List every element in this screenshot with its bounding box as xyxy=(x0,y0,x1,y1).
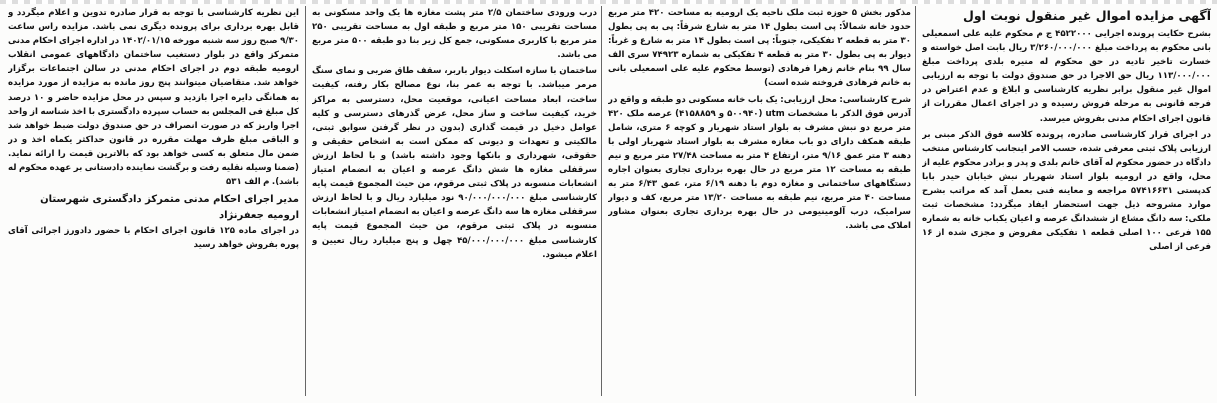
paragraph: مذکور بخش ۵ حوزه ثبت ملک ناحیه یک ارومیه به مساحت ۴۲۰ متر مربع حدود خانه شمالاً: پی است بطول ۱۴ متر به شارع شرقاً: پی به پی بطول ۳۰ متر به قطعه ۲ تفکیکی، جنوباً: پی است بطول ۱۴ متر به شارع و غرباً: دیوار به پی بطول ۳۰ متر به قطعه ۴ تفکیکی به شماره ۷۴۹۲۳ سری الف سال ۹۹ بنام خانم زهرا فرهادی (توسط محکوم علیه علی اسمعیلی بانی به خانم فرهادی فروخته شده است) xyxy=(608,8,911,89)
column-divider xyxy=(915,6,916,396)
column-2 xyxy=(608,6,911,398)
paragraph: این نظریه کارشناسی با توجه به قرار صادره تدوین و اعلام میگردد و قابل بهره برداری برای پرونده دیگری نمی باشد. مزایده راس ساعت ۹/۳۰ صبح روز سه شنبه مورخه ۱۴۰۲/۰۱/۱۵ در اداره اجرای احکام مدنی متمرکز واقع در بلوار دستغیب ساختمان دادگاههای عمومی انقلاب ارومیه طبقه دوم در اجرای احکام مدنی در سالن اجتماعات برگزار خواهد شد. متقاضیان میتوانند پنج روز مانده به مزایده از مورد مزایده به همانگی دایره اجرا بازدید و سپس در محل مزایده حاضر و ۱۰ درصد کل مبلغ فی المجلس به حساب سپرده دادگستری با اخذ شناسه از واحد اجرا واریز که در صورت انصراف در حق صندوق دولت ضبط خواهد شد و الباقی مبلغ ظرف مهلت مقرره در قانون حداکثر یکماه اخذ و در ضمن مال متعلق به کسی خواهد بود که بالاترین قیمت را ارائه نماید. (ضمنا وسیله نقلیه رفت و برگشت نماینده دادستانی بر عهده محکوم له باشد). م الف ۵۳۱ xyxy=(8,8,299,188)
column-3 xyxy=(312,6,597,398)
paragraph: در اجرای ماده ۱۲۵ قانون اجرای احکام با حضور دادورز اجرائی آقای پوره بفروش خواهد رسید xyxy=(8,226,299,251)
paragraph: درب ورودی ساختمان ۲/۵ متر پشت مغازه ها یک واحد مسکونی به مساحت تقریبی ۱۵۰ متر مربع و طبقه اول به مساحت تقریبی ۲۵۰ متر مربع با کاربری مسکونی، جمع کل زیر بنا دو طبقه ۵۰۰ متر مربع می باشد. xyxy=(312,8,597,61)
notice-title: آگهی مزایده اموال غیر منقول نوبت اول xyxy=(963,8,1211,23)
paragraph: ساختمان با سازه اسکلت دیوار باربر، سقف طاق ضربی و نمای سنگ مرمر میباشد. با توجه به عمر بنا، نوع مصالح بکار رفته، کیفیت ساخت، ابعاد مساحت اعیانی، موقعیت محل، دسترسی به مراکز خرید، کیفیت ساخت و ساز محل، عرض گذرهای دسترسی و کلیه عوامل دخیل در قیمت گذاری (بدون در نظر گرفتن سوابق ثبتی، مالکیتی و تعهدات و دیونی که ممکن است به اشخاص حقیقی و حقوقی، شهرداری و بانکها وجود داشته باشد) و با لحاظ ارزش سرقفلی مغازه ها شش دانگ عرصه و اعیان به انضمام امتیاز انشعابات منسوبه در پلاک ثبتی مرقوم، من حیث المجموع قیمت پایه کارشناسی مبلغ ۹۰/۰۰۰/۰۰۰/۰۰۰ نود میلیارد ریال و با لحاظ ارزش سرقفلی مغازه ها سه دانگ عرصه و اعیان به انضمام امتیاز انشعابات منسوبه در پلاک ثبتی مرقوم، من حیث المجموع قیمت پایه کارشناسی مبلغ ۴۵/۰۰۰/۰۰۰/۰۰۰ چهل و پنج میلیارد ریال تعیین و اعلام میشود. xyxy=(312,66,597,260)
paragraph: بشرح حکایت پرونده اجرایی ۴۵۲۲۰۰۰ ج م محکوم علیه علی اسمعیلی بانی محکوم به پرداخت مبلغ ۳/۲۶۰/۰۰۰/۰۰۰ ریال بابت اصل خواسته و خسارت تاخیر تادیه در حق محکوم له منیره بلدی پرداخت مبلغ ۱۱۳/۰۰۰/۰۰۰ ریال حق الاجرا در حق صندوق دولت با توجه به ارزیابی اموال غیر منقول برابر نظریه کارشناسی و ابلاغ و عدم اعتراض در فرجه قانونی به مرحله فروش رسیده و در اجرای اعمال مقررات از قانون اجرای احکام مدنی بفروش میرسد. xyxy=(922,29,1211,124)
signature-block: مدیر اجرای احکام مدنی متمرکز دادگستری شهرستان ارومیه جعفرنژاد xyxy=(40,194,299,222)
column-divider xyxy=(601,6,602,396)
torn-edge xyxy=(0,0,1217,4)
paragraph: شرح کارشناسی: محل ارزیابی: یک باب خانه مسکونی دو طبقه و واقع در آدرس فوق الذکر با مشخصات utm (۵۰۰۹۴۰ و ۴۱۵۸۸۵۹) عرصه ملک ۴۲۰ متر مربع دو نبش مشرف به بلوار استاد شهریار و کوچه ۶ متری، شامل طبقه همکف دارای دو باب مغازه مشرف به بلوار استاد شهریار اولی با دهنه ۳ متر عمق ۹/۱۶ متر، ارتفاع ۴ متر به مساحت ۲۷/۴۸ متر مربع و نیم طبقه به مساحت ۱۲ متر مربع در حال بهره برداری تجاری بعنوان اجاره دستگاههای ساختمانی و مغازه دوم با دهنه ۶/۱۹ متر، عمق ۶/۴۳ متر به مساحت ۴۰ متر مربع، نیم طبقه به مساحت ۱۳/۲۰ متر مربع، کف و دیوار سرامیک، درب آلومینیومی در حال بهره برداری تجاری بعنوان مشاور املاک می باشد. xyxy=(608,94,911,232)
column-1 xyxy=(922,6,1211,398)
paragraph: در اجرای قرار کارشناسی صادره، پرونده کلاسه فوق الذکر مبنی بر ارزیابی پلاک ثبتی معرفی شده، حسب الامر اینجانب کارشناس منتخب دادگاه در حضور محکوم له آقای خانم بلدی و پدر و برادر محکوم علیه از محل، واقع در ارومیه بلوار استاد شهریار نبش خیابان حیدر بابا کدپستی ۵۷۴۱۶۶۳۱ مراجعه و معاینه فنی بعمل آمد که مراتب بشرح موارد مشروحه ذیل جهت استحضار ایفاد میگردد: مشخصات ثبت ملکی: سه دانگ مشاع از ششدانگ عرصه و اعیان یکباب خانه به شماره ۱۵۵ فرعی ۱۰۰ اصلی قطعه ۱ تفکیکی مفروض و مجزی شده از ۱۶ فرعی از اصلی xyxy=(922,129,1211,253)
column-divider xyxy=(305,6,306,396)
column-4 xyxy=(8,6,299,398)
